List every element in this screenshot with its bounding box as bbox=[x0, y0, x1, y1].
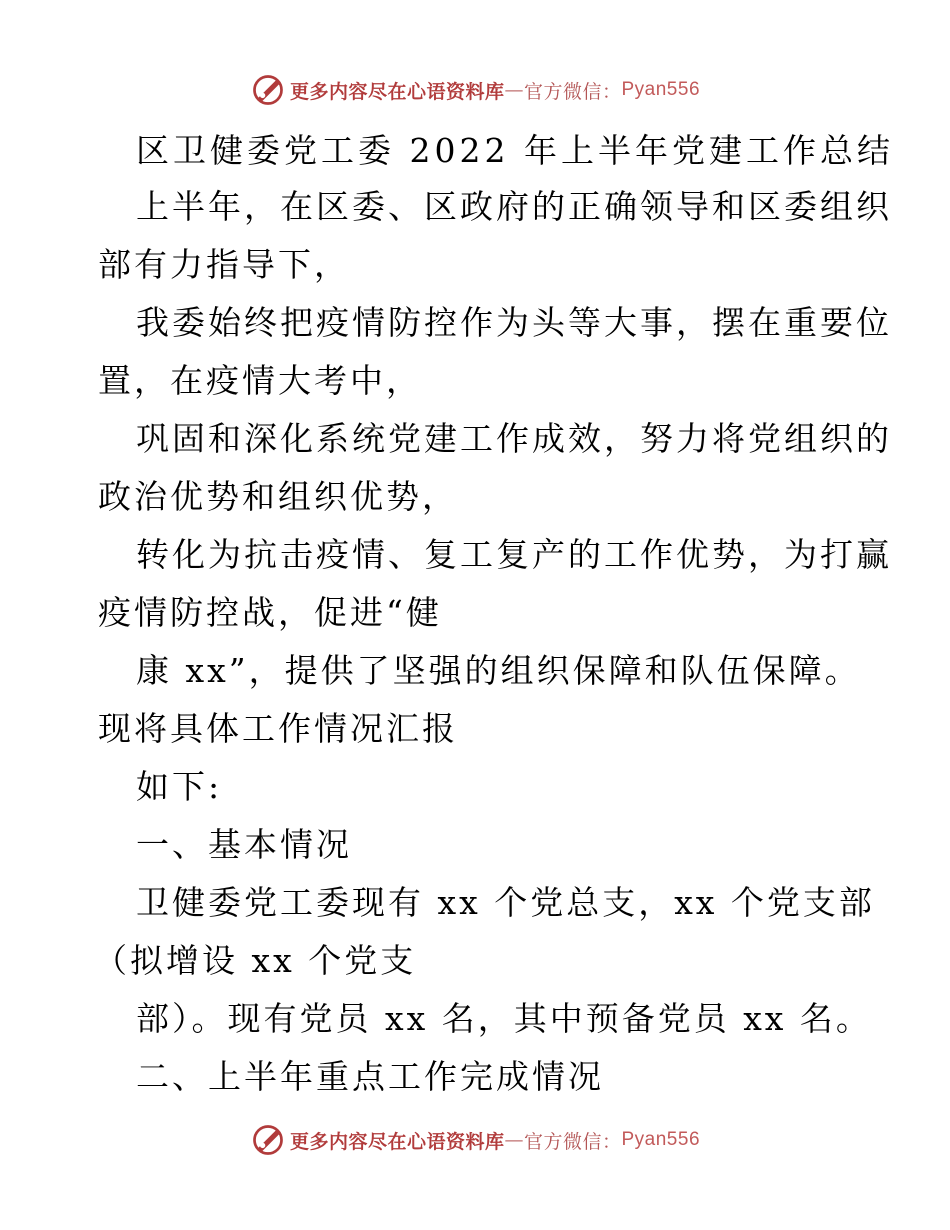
watermark-separator: — bbox=[504, 1129, 524, 1151]
watermark-separator: — bbox=[504, 79, 524, 101]
watermark-text: 更多内容尽在心语资料库 bbox=[289, 80, 505, 103]
watermark-wechat-id: Pyan556 bbox=[621, 79, 701, 100]
watermark-wechat-label: 官方微信： bbox=[523, 1130, 622, 1153]
section-heading: 一、基本情况 bbox=[136, 825, 352, 864]
paragraph-line: 卫健委党工委现有 xx 个党总支，xx 个党支部 bbox=[136, 883, 875, 922]
paragraph-line: 现将具体工作情况汇报 bbox=[98, 709, 458, 748]
paragraph-line: 置，在疫情大考中， bbox=[98, 361, 422, 400]
paragraph-line: 上半年，在区委、区政府的正确领导和区委组织 bbox=[136, 187, 892, 226]
watermark-wechat-label: 官方微信： bbox=[523, 80, 622, 103]
document-title: 区卫健委党工委 2022 年上半年党建工作总结 bbox=[136, 131, 894, 170]
section-heading: 二、上半年重点工作完成情况 bbox=[136, 1057, 604, 1096]
paragraph-line: 疫情防控战，促进“健 bbox=[98, 593, 442, 632]
watermark-header bbox=[0, 70, 950, 110]
paragraph-line: 我委始终把疫情防控作为头等大事，摆在重要位 bbox=[136, 303, 892, 342]
paragraph-line: 转化为抗击疫情、复工复产的工作优势，为打赢 bbox=[136, 535, 892, 574]
paragraph-line: （拟增设 xx 个党支 bbox=[94, 941, 417, 980]
watermark-wechat-id: Pyan556 bbox=[621, 1129, 701, 1150]
watermark-footer bbox=[0, 1120, 950, 1160]
paragraph-line: 部）。现有党员 xx 名，其中预备党员 xx 名。 bbox=[136, 999, 872, 1038]
watermark-text: 更多内容尽在心语资料库 bbox=[289, 1130, 505, 1153]
paragraph-line: 康 xx”，提供了坚强的组织保障和队伍保障。 bbox=[136, 651, 861, 690]
sealed-pen-logo-icon bbox=[250, 72, 286, 108]
paragraph-line: 如下: bbox=[136, 767, 223, 806]
paragraph-line: 巩固和深化系统党建工作成效，努力将党组织的 bbox=[136, 419, 892, 458]
sealed-pen-logo-icon bbox=[250, 1122, 286, 1158]
paragraph-line: 部有力指导下， bbox=[98, 245, 350, 284]
paragraph-line: 政治优势和组织优势， bbox=[98, 477, 458, 516]
